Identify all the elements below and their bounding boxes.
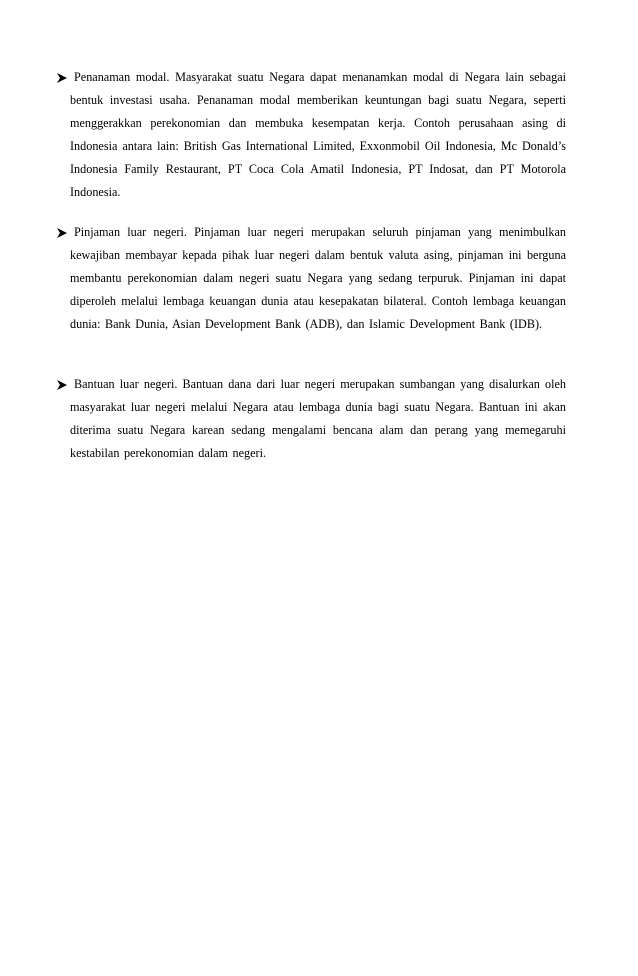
bullet-item-pinjaman-luar-negeri	[56, 221, 566, 336]
bullet-text: Pinjaman luar negeri. Pinjaman luar negeri merupakan seluruh pinjaman yang menimbulkan kewajiban membayar kepada pihak luar negeri dalam bentuk valuta asing, pinjaman ini berguna membantu perekonomian dalam negeri suatu Negara yang sedang terpuruk. Pinjaman ini dapat diperoleh melalui lembaga keuangan dunia atau kesepakatan bilateral. Contoh lembaga keuangan dunia: Bank Dunia, Asian Development Bank (ADB), dan Islamic Development Bank (IDB).	[70, 225, 566, 331]
bullet-item-bantuan-luar-negeri	[56, 373, 566, 465]
bullet-item-penanaman-modal	[56, 66, 566, 204]
arrowhead-bullet-icon	[56, 71, 68, 83]
bullet-text: Penanaman modal. Masyarakat suatu Negara dapat menanamkan modal di Negara lain sebagai bentuk investasi usaha. Penanaman modal memberikan keuntungan bagi suatu Negara, seperti menggerakkan perekonomian dan membuka kesempatan kerja. Contoh perusahaan asing di Indonesia antara lain: British Gas International Limited, Exxonmobil Oil Indonesia, Mc Donald’s Indonesia Family Restaurant, PT Coca Cola Amatil Indonesia, PT Indosat, dan PT Motorola Indonesia.	[70, 70, 566, 199]
arrowhead-bullet-icon	[56, 378, 68, 390]
bullet-text: Bantuan luar negeri. Bantuan dana dari luar negeri merupakan sumbangan yang disalurkan oleh masyarakat luar negeri melalui Negara atau lembaga dunia bagi suatu Negara. Bantuan ini akan diterima suatu Negara karean sedang mengalami bencana alam dan perang yang memegaruhi kestabilan perekonomian dalam negeri.	[70, 377, 566, 460]
arrowhead-bullet-icon	[56, 226, 68, 238]
